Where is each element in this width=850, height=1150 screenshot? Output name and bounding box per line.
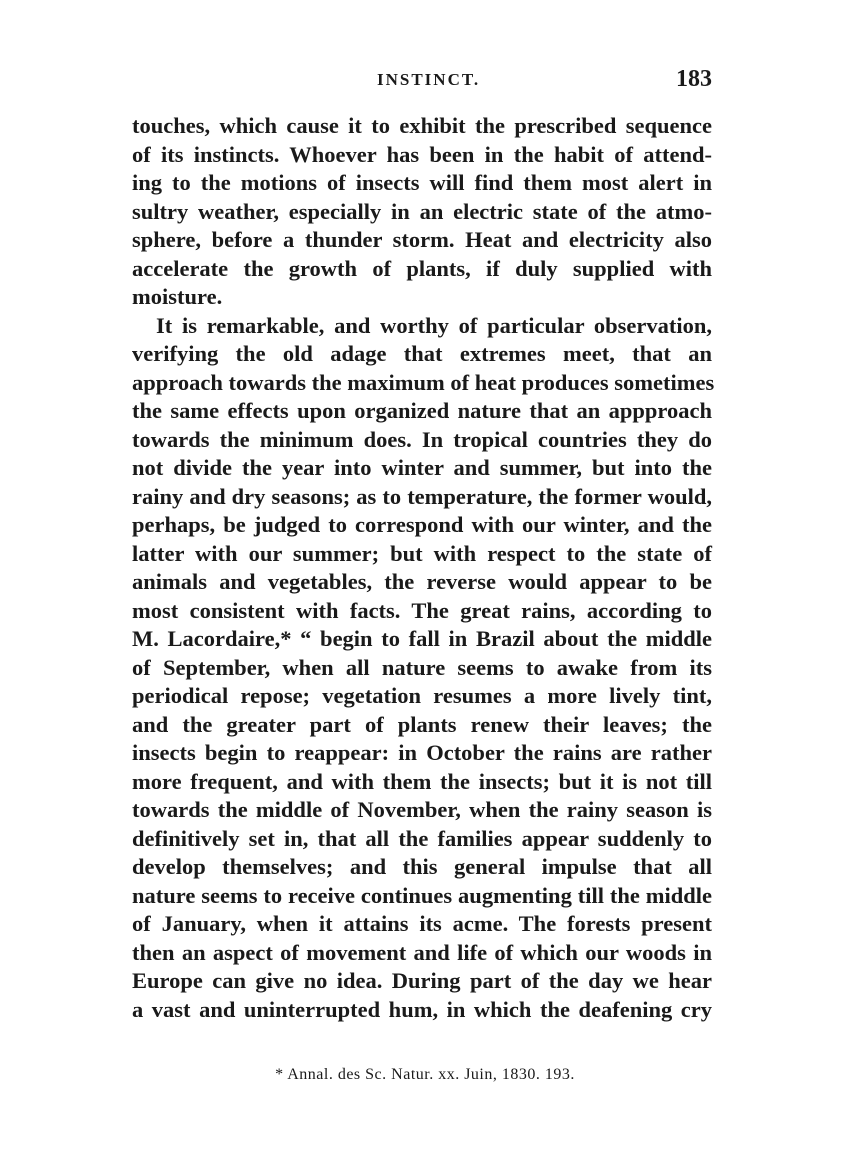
running-title: INSTINCT.	[377, 70, 481, 89]
text-line: of September, when all nature seems to awake from its	[132, 654, 712, 680]
text-line: develop themselves; and this general impulse that all	[132, 854, 712, 879]
text-line: insects begin to reappear: in October the rains are rather	[132, 740, 712, 765]
running-head	[132, 66, 712, 102]
text-line: rainy and dry seasons; as to temperature, the former would,	[132, 483, 712, 509]
paragraph-1	[132, 112, 712, 312]
text-line: verifying the old adage that extremes meet, that an	[132, 341, 712, 366]
text-line: ing to the motions of insects will find them most alert in	[132, 170, 712, 195]
text-line: It is remarkable, and worthy of particular observation,	[156, 312, 712, 338]
text-line: Europe can give no idea. During part of the day we hear	[132, 968, 712, 993]
text-line: sultry weather, especially in an electric state of the atmo-	[132, 198, 712, 224]
text-line: M. Lacordaire,* “ begin to fall in Brazil about the middle	[132, 626, 712, 651]
text-line: moisture.	[132, 284, 223, 309]
text-line: definitively set in, that all the families appear suddenly to	[132, 825, 712, 851]
text-line: animals and vegetables, the reverse would appear to be	[132, 569, 712, 594]
text-line: towards the middle of November, when the rainy season is	[132, 797, 712, 822]
text-line: the same effects upon organized nature that an appproach	[132, 398, 712, 423]
text-line: of January, when it attains its acme. The forests present	[132, 911, 712, 936]
text-line: accelerate the growth of plants, if duly supplied with	[132, 255, 712, 281]
text-line: more frequent, and with them the insects; but it is not till	[132, 768, 712, 794]
text-line: a vast and uninterrupted hum, in which the deafening cry	[132, 996, 712, 1022]
text-line: nature seems to receive continues augmenting till the middle	[132, 882, 712, 908]
text-line: latter with our summer; but with respect to the state of	[132, 540, 712, 566]
text-line: touches, which cause it to exhibit the prescribed sequence	[132, 113, 712, 138]
text-line: and the greater part of plants renew their leaves; the	[132, 711, 712, 737]
text-line: perhaps, be judged to correspond with our winter, and the	[132, 512, 712, 537]
text-line: of its instincts. Whoever has been in the habit of attend-	[132, 141, 712, 167]
paragraph-2	[132, 312, 715, 1025]
body-text	[132, 112, 715, 1024]
text-line: then an aspect of movement and life of which our woods in	[132, 939, 712, 965]
text-line: approach towards the maximum of heat produces sometimes	[132, 369, 715, 395]
text-line: most consistent with facts. The great rains, according to	[132, 597, 712, 623]
text-line: not divide the year into winter and summer, but into the	[132, 455, 712, 480]
text-line: periodical repose; vegetation resumes a more lively tint,	[132, 683, 712, 708]
page-number: 183	[676, 66, 712, 92]
text-line: sphere, before a thunder storm. Heat and electricity also	[132, 227, 712, 252]
footnote: * Annal. des Sc. Natur. xx. Juin, 1830. 193.	[275, 1066, 575, 1083]
text-line: towards the minimum does. In tropical countries they do	[132, 426, 712, 452]
